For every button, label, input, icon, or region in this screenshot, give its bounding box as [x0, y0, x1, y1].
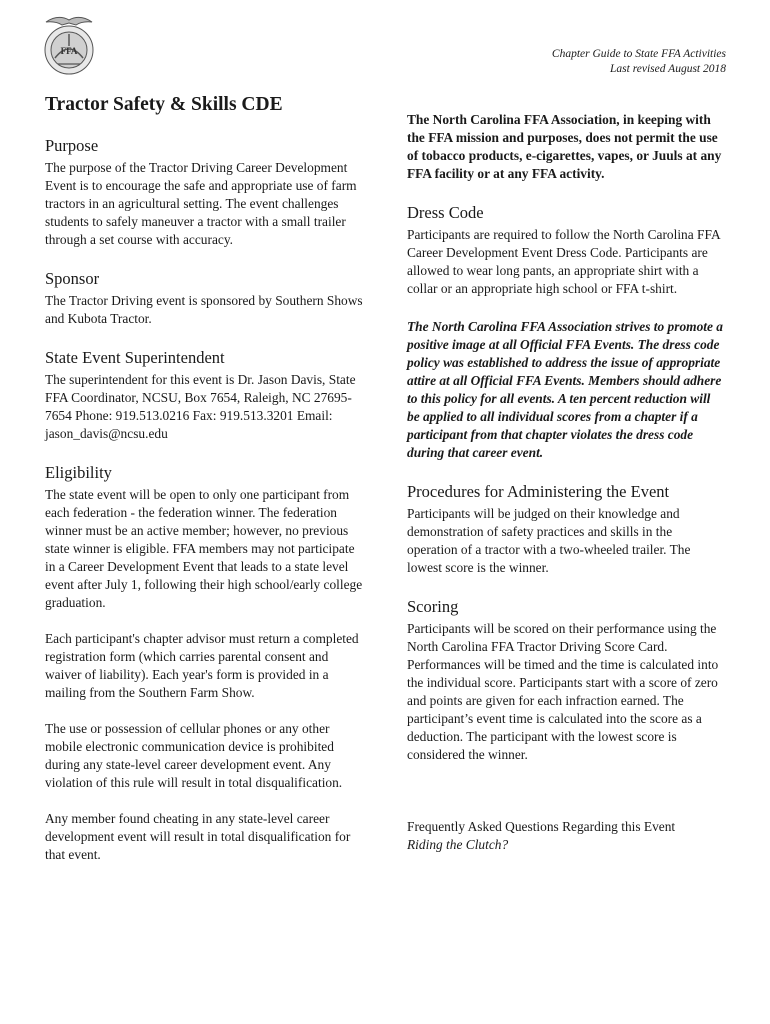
eligibility-section	[45, 463, 365, 864]
purpose-section	[45, 136, 365, 249]
eligibility-paragraph-3: The use or possession of cellular phones or any other mobile electronic communication device is prohibited during any state-level career development event. Any violation of this rule will result in total disqualification.	[45, 721, 343, 790]
eligibility-paragraph-2: Each participant's chapter advisor must return a completed registration form (which carries parental consent and waiver of liability). Each year's form is provided in a mailing from the Southern Farm Show.	[45, 631, 359, 700]
dress-code-section	[407, 203, 725, 298]
header-revision-date: Last revised August 2018	[610, 63, 726, 75]
scoring-section	[407, 597, 725, 764]
superintendent-section	[45, 348, 365, 443]
faq-heading: Frequently Asked Questions Regarding this Event	[407, 819, 676, 834]
dress-code-body: Participants are required to follow the North Carolina FFA Career Development Event Dress Code. Participants are allowed to wear long pants, an appropriate shirt with a collar or an appropriate high school or FFA t-shirt.	[407, 227, 720, 296]
scoring-body: Participants will be scored on their performance using the North Carolina FFA Tractor Driving Score Card. Performances will be timed and the time is calculated into the individual score. Participants start with a score of zero and points are given for each infraction earned. The participant’s event time is calculated into the score as a deduction. The participant with the lowest score is considered the winner.	[407, 621, 719, 762]
header-guide-title: Chapter Guide to State FFA Activities	[551, 48, 726, 60]
sponsor-body: The Tractor Driving event is sponsored by Southern Shows and Kubota Tractor.	[45, 293, 363, 326]
eligibility-paragraph-1: The state event will be open to only one participant from each federation - the federation winner. The federation winner must be an active member; however, no previous state winner is eligible. FFA members may not participate in a Career Development Event that leads to a state level event after July 1, following their high school/early college graduation.	[45, 487, 363, 610]
superintendent-heading: State Event Superintendent	[45, 348, 225, 367]
dress-code-heading: Dress Code	[407, 203, 484, 222]
procedures-section	[407, 482, 725, 577]
tobacco-notice: The North Carolina FFA Association, in keeping with the FFA mission and purposes, does not permit the use of tobacco products, e-cigarettes, vapes, or Juuls at any FFA facility or at any FFA activity.	[407, 112, 722, 181]
procedures-heading: Procedures for Administering the Event	[407, 482, 670, 501]
purpose-heading: Purpose	[45, 136, 99, 155]
right-column	[407, 111, 725, 854]
faq-section	[407, 818, 725, 854]
image-policy-notice: The North Carolina FFA Association strives to promote a positive image at all Official FFA Events. The dress code policy was established to address the issue of appropriate attire at all Official FFA Events. Members should adhere to this policy for all events. A ten percent reduction will be applied to all individual scores from a chapter if a participant from that chapter violates the dress code during that career event.	[407, 319, 723, 460]
superintendent-body: The superintendent for this event is Dr. Jason Davis, State FFA Coordinator, NCSU, Box 7654, Raleigh, NC 27695-7654 Phone: 919.513.0216 Fax: 919.513.3201 Email: jason_davis@ncsu.edu	[45, 372, 356, 441]
emblem-text: FFA	[60, 46, 78, 56]
purpose-body: The purpose of the Tractor Driving Career Development Event is to encourage the safe and appropriate use of farm tractors in an agricultural setting. The event challenges students to safely maneuver a tractor with a small trailer through a set course with accuracy.	[45, 160, 357, 247]
ffa-emblem-logo	[40, 12, 98, 82]
sponsor-section	[45, 269, 365, 328]
document-header	[552, 47, 726, 77]
left-column	[45, 94, 365, 864]
faq-item: Riding the Clutch?	[407, 837, 509, 852]
document-title: Tractor Safety & Skills CDE	[45, 94, 283, 115]
eligibility-heading: Eligibility	[45, 463, 112, 482]
procedures-body: Participants will be judged on their knowledge and demonstration of safety practices and skills in the operation of a tractor with a two-wheeled trailer. The lowest score is the winner.	[407, 506, 691, 575]
eligibility-paragraph-4: Any member found cheating in any state-level career development event will result in total disqualification for that event.	[45, 811, 351, 862]
scoring-heading: Scoring	[407, 597, 459, 616]
sponsor-heading: Sponsor	[45, 269, 100, 288]
